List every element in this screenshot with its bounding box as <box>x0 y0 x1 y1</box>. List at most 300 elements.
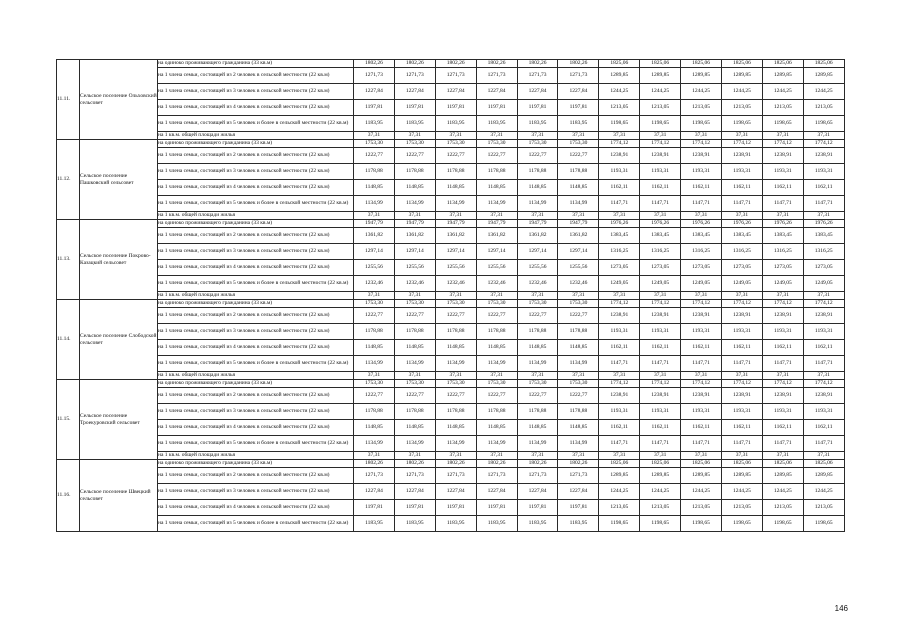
tariff-value-cell: 1255,56 <box>517 260 558 276</box>
tariff-value-cell: 1232,46 <box>558 276 599 292</box>
row-description: на 1 члена семьи, состоящей из 5 человек и более в сельской местности (22 кв.м) <box>158 356 354 372</box>
tariff-value-cell: 1148,85 <box>517 180 558 196</box>
tariff-value-cell: 1297,14 <box>435 244 476 260</box>
tariff-value-cell: 37,31 <box>640 372 681 380</box>
tariff-value-cell: 1238,91 <box>599 388 640 404</box>
tariff-value-cell: 1197,81 <box>558 500 599 516</box>
tariff-value-cell: 1297,14 <box>558 244 599 260</box>
section-number: 11.13. <box>57 220 80 300</box>
tariff-value-cell: 1197,81 <box>517 100 558 116</box>
tariff-value-cell: 37,31 <box>435 132 476 140</box>
row-description: на 1 члена семьи, состоящей из 4 человек в сельской местности (22 кв.м) <box>158 340 354 356</box>
tariff-value-cell: 1162,11 <box>762 420 803 436</box>
tariff-value-cell: 37,31 <box>599 372 640 380</box>
tariff-value-cell: 37,31 <box>558 132 599 140</box>
tariff-value-cell: 1148,85 <box>517 340 558 356</box>
tariff-value-cell: 1193,31 <box>681 404 722 420</box>
tariff-value-cell: 1249,05 <box>762 276 803 292</box>
tariff-value-cell: 1774,12 <box>762 300 803 308</box>
tariff-value-cell: 1147,71 <box>803 356 844 372</box>
tariff-value-cell: 1774,12 <box>681 380 722 388</box>
tariff-value-cell: 1289,85 <box>722 468 763 484</box>
section-number: 11.14. <box>57 300 80 380</box>
tariff-value-cell: 1198,65 <box>599 116 640 132</box>
tariff-value-cell: 1183,95 <box>517 116 558 132</box>
table-row <box>57 372 845 380</box>
tariff-value-cell: 1193,31 <box>599 164 640 180</box>
tariff-value-cell: 1753,30 <box>354 300 395 308</box>
tariff-value-cell: 1198,65 <box>640 116 681 132</box>
tariff-value-cell: 1178,88 <box>435 164 476 180</box>
tariff-value-cell: 1162,11 <box>722 420 763 436</box>
tariff-value-cell: 1197,81 <box>354 500 395 516</box>
tariff-value-cell: 1825,06 <box>599 60 640 68</box>
tariff-value-cell: 1273,05 <box>681 260 722 276</box>
tariff-value-cell: 1232,46 <box>517 276 558 292</box>
tariff-value-cell: 1183,95 <box>394 116 435 132</box>
row-description: на 1 члена семьи, состоящей из 2 человек в сельской местности (22 кв.м) <box>158 68 354 84</box>
tariff-value-cell: 1197,81 <box>558 100 599 116</box>
tariff-value-cell: 1238,91 <box>640 388 681 404</box>
tariff-value-cell: 1238,91 <box>599 308 640 324</box>
tariff-value-cell: 1147,71 <box>762 356 803 372</box>
tariff-value-cell: 37,31 <box>762 132 803 140</box>
tariff-value-cell: 1802,26 <box>517 60 558 68</box>
tariff-value-cell: 1249,05 <box>640 276 681 292</box>
tariff-value-cell: 1227,84 <box>394 484 435 500</box>
tariff-value-cell: 1238,91 <box>640 308 681 324</box>
table-row <box>57 140 845 148</box>
tariff-value-cell: 1976,26 <box>681 220 722 228</box>
tariff-value-cell: 1802,26 <box>354 60 395 68</box>
tariff-value-cell: 37,31 <box>517 292 558 300</box>
table-row <box>57 148 845 164</box>
tariff-value-cell: 37,31 <box>354 372 395 380</box>
tariff-value-cell: 1232,46 <box>435 276 476 292</box>
tariff-value-cell: 37,31 <box>803 212 844 220</box>
tariff-value-cell: 1976,26 <box>803 220 844 228</box>
settlement-name: Сельское поселение Троекуровский сельсовет <box>80 380 158 460</box>
tariff-value-cell: 1774,12 <box>599 140 640 148</box>
tariff-value-cell: 1361,82 <box>354 228 395 244</box>
table-row <box>57 484 845 500</box>
tariff-value-cell: 1244,25 <box>762 484 803 500</box>
settlement-name: Сельское поселение Слободской сельсовет <box>80 300 158 380</box>
tariff-value-cell: 1222,77 <box>354 308 395 324</box>
tariff-value-cell: 1271,73 <box>394 68 435 84</box>
tariff-value-cell: 1825,06 <box>803 60 844 68</box>
tariff-value-cell: 1162,11 <box>640 420 681 436</box>
settlement-name: Сельское поселение Швецкий сельсовет <box>80 460 158 532</box>
section-number: 11.16. <box>57 460 80 532</box>
tariff-value-cell: 1222,77 <box>435 148 476 164</box>
tariff-value-cell: 1162,11 <box>681 420 722 436</box>
tariff-value-cell: 37,31 <box>599 212 640 220</box>
table-row <box>57 260 845 276</box>
tariff-value-cell: 37,31 <box>394 132 435 140</box>
tariff-value-cell: 1774,12 <box>640 140 681 148</box>
table-row <box>57 116 845 132</box>
tariff-value-cell: 1147,71 <box>803 196 844 212</box>
tariff-value-cell: 1213,05 <box>599 500 640 516</box>
tariff-value-cell: 1147,71 <box>722 196 763 212</box>
tariff-value-cell: 1383,45 <box>599 228 640 244</box>
tariff-value-cell: 1244,25 <box>803 84 844 100</box>
table-row <box>57 84 845 100</box>
tariff-value-cell: 1361,82 <box>476 228 517 244</box>
tariff-value-cell: 1947,79 <box>517 220 558 228</box>
row-description: на 1 члена семьи, состоящей из 3 человек в сельской местности (22 кв.м) <box>158 164 354 180</box>
row-description: на 1 члена семьи, состоящей из 2 человек в сельской местности (22 кв.м) <box>158 228 354 244</box>
row-description: на 1 кв.м. общей площади жилья <box>158 372 354 380</box>
tariff-value-cell: 1198,65 <box>803 116 844 132</box>
tariff-value-cell: 1148,85 <box>354 420 395 436</box>
tariff-value-cell: 1183,95 <box>476 516 517 532</box>
tariff-value-cell: 1232,46 <box>354 276 395 292</box>
tariff-value-cell: 1134,99 <box>394 196 435 212</box>
tariff-value-cell: 1238,91 <box>681 388 722 404</box>
tariff-value-cell: 1802,26 <box>394 60 435 68</box>
tariff-value-cell: 1316,25 <box>681 244 722 260</box>
tariff-value-cell: 1198,65 <box>681 116 722 132</box>
tariff-value-cell: 1753,30 <box>558 300 599 308</box>
tariff-value-cell: 1774,12 <box>640 300 681 308</box>
row-description: на 1 кв.м. общей площади жилья <box>158 212 354 220</box>
tariff-value-cell: 1193,31 <box>722 404 763 420</box>
table-row <box>57 196 845 212</box>
tariff-value-cell: 1178,88 <box>354 404 395 420</box>
tariff-value-cell: 1289,85 <box>762 468 803 484</box>
tariff-value-cell: 1134,99 <box>354 436 395 452</box>
tariff-value-cell: 37,31 <box>435 292 476 300</box>
tariff-value-cell: 1178,88 <box>394 324 435 340</box>
tariff-value-cell: 1134,99 <box>476 196 517 212</box>
tariff-value-cell: 37,31 <box>722 372 763 380</box>
row-description: на 1 члена семьи, состоящей из 5 человек и более в сельской местности (22 кв.м) <box>158 276 354 292</box>
tariff-value-cell: 1197,81 <box>354 100 395 116</box>
tariff-value-cell: 1825,06 <box>640 460 681 468</box>
tariff-value-cell: 1193,31 <box>803 404 844 420</box>
row-description: на 1 члена семьи, состоящей из 5 человек и более в сельской местности (22 кв.м) <box>158 516 354 532</box>
tariff-value-cell: 1178,88 <box>476 164 517 180</box>
tariff-value-cell: 37,31 <box>762 292 803 300</box>
tariff-value-cell: 1825,06 <box>762 60 803 68</box>
tariff-value-cell: 1148,85 <box>558 180 599 196</box>
row-description: на одиноко проживающего гражданина (33 кв.м) <box>158 460 354 468</box>
tariff-value-cell: 37,31 <box>681 372 722 380</box>
tariff-value-cell: 1238,91 <box>762 148 803 164</box>
table-row <box>57 500 845 516</box>
row-description: на одиноко проживающего гражданина (33 кв.м) <box>158 380 354 388</box>
tariff-value-cell: 1193,31 <box>722 164 763 180</box>
table-row <box>57 516 845 532</box>
tariff-value-cell: 1162,11 <box>640 180 681 196</box>
tariff-value-cell: 1753,30 <box>435 140 476 148</box>
tariff-value-cell: 37,31 <box>722 292 763 300</box>
tariff-value-cell: 37,31 <box>722 132 763 140</box>
tariff-value-cell: 1147,71 <box>681 436 722 452</box>
tariff-value-cell: 37,31 <box>517 212 558 220</box>
section-number: 11.15. <box>57 380 80 460</box>
tariff-value-cell: 1383,45 <box>722 228 763 244</box>
tariff-value-cell: 1947,79 <box>435 220 476 228</box>
tariff-value-cell: 37,31 <box>476 452 517 460</box>
table-row <box>57 68 845 84</box>
table-row <box>57 60 845 68</box>
tariff-value-cell: 1162,11 <box>803 420 844 436</box>
table-row <box>57 164 845 180</box>
tariff-value-cell: 1774,12 <box>681 140 722 148</box>
tariff-value-cell: 1148,85 <box>354 340 395 356</box>
tariff-value-cell: 1178,88 <box>435 404 476 420</box>
tariff-value-cell: 1774,12 <box>762 380 803 388</box>
table-row <box>57 292 845 300</box>
tariff-value-cell: 1227,84 <box>558 484 599 500</box>
tariff-value-cell: 1774,12 <box>722 380 763 388</box>
tariff-value-cell: 1238,91 <box>722 308 763 324</box>
tariff-value-cell: 1316,25 <box>762 244 803 260</box>
tariff-value-cell: 1255,56 <box>354 260 395 276</box>
settlement-name: Сельское поселение Ольховский сельсовет <box>80 60 158 140</box>
tariff-table <box>56 59 845 532</box>
tariff-value-cell: 1147,71 <box>681 356 722 372</box>
tariff-value-cell: 1289,85 <box>681 68 722 84</box>
tariff-value-cell: 1147,71 <box>640 436 681 452</box>
tariff-value-cell: 1148,85 <box>517 420 558 436</box>
tariff-value-cell: 1753,30 <box>435 380 476 388</box>
tariff-value-cell: 1162,11 <box>803 340 844 356</box>
tariff-value-cell: 1178,88 <box>558 164 599 180</box>
tariff-value-cell: 37,31 <box>762 452 803 460</box>
row-description: на 1 члена семьи, состоящей из 4 человек в сельской местности (22 кв.м) <box>158 500 354 516</box>
tariff-value-cell: 1244,25 <box>722 484 763 500</box>
tariff-value-cell: 1193,31 <box>681 164 722 180</box>
tariff-value-cell: 1753,30 <box>476 380 517 388</box>
tariff-value-cell: 1198,65 <box>722 516 763 532</box>
tariff-value-cell: 37,31 <box>640 452 681 460</box>
tariff-value-cell: 1227,84 <box>517 484 558 500</box>
tariff-value-cell: 1148,85 <box>435 420 476 436</box>
tariff-value-cell: 1244,25 <box>681 484 722 500</box>
table-row <box>57 132 845 140</box>
tariff-value-cell: 1213,05 <box>803 500 844 516</box>
tariff-value-cell: 1289,85 <box>681 468 722 484</box>
tariff-value-cell: 1802,26 <box>476 60 517 68</box>
tariff-value-cell: 1148,85 <box>476 420 517 436</box>
tariff-value-cell: 1802,26 <box>435 60 476 68</box>
tariff-value-cell: 1193,31 <box>803 324 844 340</box>
tariff-value-cell: 1753,30 <box>394 140 435 148</box>
tariff-value-cell: 1976,26 <box>762 220 803 228</box>
tariff-value-cell: 1222,77 <box>354 388 395 404</box>
tariff-value-cell: 1316,25 <box>722 244 763 260</box>
tariff-value-cell: 1774,12 <box>640 380 681 388</box>
tariff-value-cell: 1361,82 <box>394 228 435 244</box>
tariff-value-cell: 1227,84 <box>354 84 395 100</box>
tariff-value-cell: 1289,85 <box>640 468 681 484</box>
tariff-value-cell: 1162,11 <box>762 340 803 356</box>
tariff-value-cell: 1162,11 <box>722 180 763 196</box>
tariff-value-cell: 1222,77 <box>558 148 599 164</box>
tariff-value-cell: 1802,26 <box>558 460 599 468</box>
tariff-value-cell: 1197,81 <box>476 500 517 516</box>
tariff-value-cell: 1178,88 <box>354 164 395 180</box>
tariff-value-cell: 1134,99 <box>558 196 599 212</box>
tariff-value-cell: 1249,05 <box>722 276 763 292</box>
tariff-value-cell: 1753,30 <box>517 300 558 308</box>
tariff-value-cell: 1197,81 <box>394 500 435 516</box>
tariff-value-cell: 1222,77 <box>558 308 599 324</box>
tariff-value-cell: 1198,65 <box>681 516 722 532</box>
tariff-value-cell: 1178,88 <box>476 324 517 340</box>
table-row <box>57 220 845 228</box>
tariff-value-cell: 1183,95 <box>435 116 476 132</box>
tariff-value-cell: 1249,05 <box>599 276 640 292</box>
tariff-value-cell: 1213,05 <box>599 100 640 116</box>
tariff-value-cell: 1289,85 <box>599 68 640 84</box>
settlement-name: Сельское поселение Пашковский сельсовет <box>80 140 158 220</box>
tariff-value-cell: 1244,25 <box>803 484 844 500</box>
tariff-value-cell: 1753,30 <box>476 140 517 148</box>
tariff-value-cell: 1213,05 <box>681 100 722 116</box>
tariff-value-cell: 37,31 <box>722 212 763 220</box>
tariff-value-cell: 1147,71 <box>681 196 722 212</box>
tariff-value-cell: 1249,05 <box>803 276 844 292</box>
tariff-value-cell: 37,31 <box>558 292 599 300</box>
tariff-value-cell: 1947,79 <box>476 220 517 228</box>
tariff-value-cell: 1774,12 <box>803 140 844 148</box>
tariff-value-cell: 1316,25 <box>640 244 681 260</box>
tariff-value-cell: 1162,11 <box>599 180 640 196</box>
tariff-value-cell: 1148,85 <box>435 180 476 196</box>
tariff-value-cell: 1134,99 <box>394 436 435 452</box>
tariff-value-cell: 1197,81 <box>517 500 558 516</box>
tariff-value-cell: 1289,85 <box>762 68 803 84</box>
tariff-value-cell: 1232,46 <box>476 276 517 292</box>
table-row <box>57 180 845 196</box>
tariff-value-cell: 1227,84 <box>476 84 517 100</box>
tariff-value-cell: 1134,99 <box>558 436 599 452</box>
tariff-value-cell: 1162,11 <box>681 180 722 196</box>
tariff-value-cell: 37,31 <box>435 452 476 460</box>
row-description: на 1 члена семьи, состоящей из 2 человек в сельской местности (22 кв.м) <box>158 388 354 404</box>
tariff-value-cell: 37,31 <box>354 132 395 140</box>
tariff-value-cell: 1147,71 <box>762 196 803 212</box>
tariff-value-cell: 1238,91 <box>681 308 722 324</box>
tariff-value-cell: 1947,79 <box>354 220 395 228</box>
tariff-value-cell: 1134,99 <box>394 356 435 372</box>
table-row <box>57 420 845 436</box>
table-row <box>57 356 845 372</box>
section-number: 11.11. <box>57 60 80 140</box>
tariff-value-cell: 1193,31 <box>599 404 640 420</box>
tariff-value-cell: 1148,85 <box>476 340 517 356</box>
tariff-value-cell: 1774,12 <box>722 300 763 308</box>
tariff-value-cell: 1238,91 <box>722 388 763 404</box>
table-row <box>57 244 845 260</box>
tariff-value-cell: 1753,30 <box>435 300 476 308</box>
tariff-value-cell: 1148,85 <box>558 420 599 436</box>
row-description: на 1 члена семьи, состоящей из 5 человек и более в сельской местности (22 кв.м) <box>158 196 354 212</box>
row-description: на 1 члена семьи, состоящей из 3 человек в сельской местности (22 кв.м) <box>158 244 354 260</box>
table-row <box>57 380 845 388</box>
tariff-value-cell: 1297,14 <box>354 244 395 260</box>
table-row <box>57 324 845 340</box>
tariff-value-cell: 1193,31 <box>762 164 803 180</box>
table-row <box>57 436 845 452</box>
tariff-value-cell: 1134,99 <box>476 436 517 452</box>
row-description: на 1 кв.м. общей площади жилья <box>158 132 354 140</box>
tariff-value-cell: 1271,73 <box>517 468 558 484</box>
tariff-value-cell: 1193,31 <box>681 324 722 340</box>
tariff-value-cell: 1222,77 <box>517 308 558 324</box>
tariff-value-cell: 1162,11 <box>722 340 763 356</box>
table-row <box>57 340 845 356</box>
tariff-value-cell: 1162,11 <box>599 420 640 436</box>
tariff-value-cell: 1178,88 <box>476 404 517 420</box>
section-number: 11.12. <box>57 140 80 220</box>
tariff-value-cell: 1227,84 <box>435 84 476 100</box>
table-row <box>57 452 845 460</box>
tariff-value-cell: 1222,77 <box>558 388 599 404</box>
tariff-value-cell: 1802,26 <box>354 460 395 468</box>
tariff-value-cell: 37,31 <box>803 292 844 300</box>
tariff-value-cell: 1289,85 <box>722 68 763 84</box>
tariff-value-cell: 37,31 <box>640 212 681 220</box>
tariff-value-cell: 1147,71 <box>722 356 763 372</box>
tariff-value-cell: 1273,05 <box>803 260 844 276</box>
tariff-value-cell: 1383,45 <box>762 228 803 244</box>
table-row <box>57 212 845 220</box>
tariff-value-cell: 1774,12 <box>803 300 844 308</box>
tariff-value-cell: 1825,06 <box>803 460 844 468</box>
tariff-value-cell: 1273,05 <box>640 260 681 276</box>
tariff-value-cell: 1183,95 <box>558 116 599 132</box>
tariff-value-cell: 1825,06 <box>681 60 722 68</box>
tariff-value-cell: 1232,46 <box>394 276 435 292</box>
tariff-value-cell: 1147,71 <box>599 356 640 372</box>
tariff-value-cell: 37,31 <box>640 132 681 140</box>
tariff-value-cell: 37,31 <box>354 452 395 460</box>
tariff-value-cell: 1289,85 <box>803 468 844 484</box>
tariff-value-cell: 1198,65 <box>762 116 803 132</box>
tariff-value-cell: 1825,06 <box>599 460 640 468</box>
tariff-value-cell: 1222,77 <box>435 388 476 404</box>
table-row <box>57 468 845 484</box>
tariff-value-cell: 1802,26 <box>476 460 517 468</box>
tariff-value-cell: 1316,25 <box>803 244 844 260</box>
tariff-value-cell: 1238,91 <box>803 308 844 324</box>
tariff-value-cell: 37,31 <box>599 452 640 460</box>
tariff-value-cell: 1222,77 <box>517 148 558 164</box>
tariff-value-cell: 37,31 <box>354 292 395 300</box>
tariff-value-cell: 1193,31 <box>762 404 803 420</box>
tariff-value-cell: 1183,95 <box>354 516 395 532</box>
tariff-value-cell: 1178,88 <box>517 404 558 420</box>
tariff-value-cell: 37,31 <box>354 212 395 220</box>
tariff-value-cell: 37,31 <box>558 372 599 380</box>
tariff-value-cell: 1774,12 <box>803 380 844 388</box>
tariff-value-cell: 1825,06 <box>640 60 681 68</box>
tariff-value-cell: 37,31 <box>803 372 844 380</box>
tariff-value-cell: 1178,88 <box>394 404 435 420</box>
tariff-value-cell: 1774,12 <box>681 300 722 308</box>
tariff-value-cell: 1222,77 <box>476 308 517 324</box>
tariff-value-cell: 1147,71 <box>599 196 640 212</box>
tariff-value-cell: 1198,65 <box>599 516 640 532</box>
tariff-value-cell: 1361,82 <box>558 228 599 244</box>
tariff-value-cell: 1162,11 <box>599 340 640 356</box>
